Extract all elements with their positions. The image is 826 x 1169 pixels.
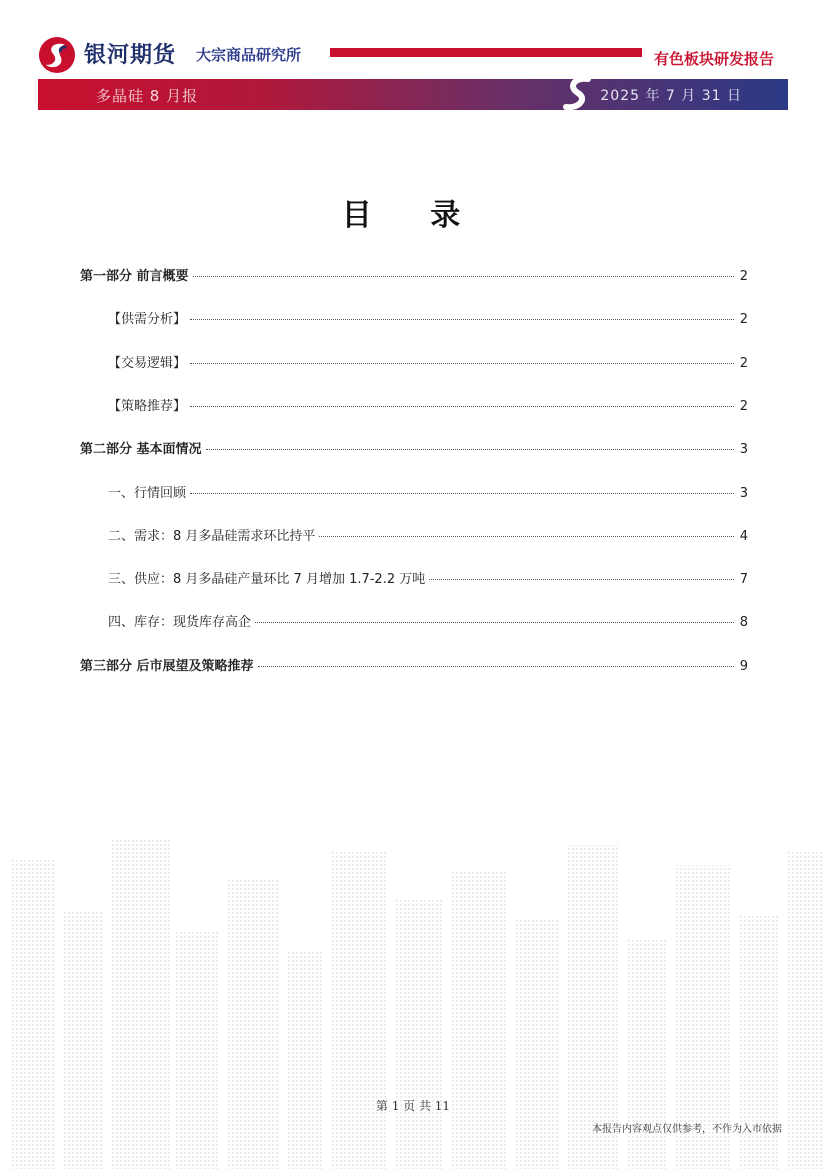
toc-dot-leader — [193, 276, 734, 277]
page-indicator: 第 1 页 共 11 — [375, 1099, 451, 1113]
toc-entry[interactable] — [80, 265, 748, 285]
report-name: 多晶硅 8 月报 — [96, 87, 199, 105]
toc-dot-leader — [255, 622, 734, 623]
toc-entry-label: 四、库存：现货库存高企 — [108, 615, 252, 631]
toc-entry-page: 2 — [739, 398, 748, 414]
toc-entry[interactable] — [80, 438, 748, 458]
toc-dot-leader — [429, 579, 734, 580]
toc-entry[interactable] — [80, 655, 748, 675]
toc-entry-page: 2 — [739, 355, 748, 371]
institute-name: 大宗商品研究所 — [196, 46, 302, 64]
toc-entry-page: 4 — [739, 528, 748, 544]
disclaimer: 本报告内容观点仅供参考，不作为入市依据 — [592, 1124, 782, 1135]
toc-entry-label: 三、供应：8 月多晶硅产量环比 7 月增加 1.7-2.2 万吨 — [108, 572, 426, 588]
toc-title: 目 录 — [341, 198, 485, 233]
toc-entry-label: 二、需求：8 月多晶硅需求环比持平 — [108, 528, 316, 544]
toc-entry-page: 2 — [739, 312, 748, 328]
report-banner — [38, 79, 788, 110]
report-date: 2025 年 7 月 31 日 — [600, 88, 742, 104]
toc-entry-page: 7 — [739, 572, 748, 588]
header-divider — [330, 48, 642, 57]
toc-entry-label: 一、行情回顾 — [108, 485, 187, 501]
toc-entry[interactable] — [108, 308, 748, 328]
toc-dot-leader — [258, 666, 734, 667]
galaxy-logo-icon — [38, 36, 76, 74]
toc-entry-label: 【交易逻辑】 — [108, 355, 187, 371]
toc-dot-leader — [319, 536, 734, 537]
toc-entry-label: 【供需分析】 — [108, 312, 187, 328]
city-skyline-watermark — [0, 820, 826, 1169]
toc-dot-leader — [190, 493, 734, 494]
toc-entry-label: 【策略推荐】 — [108, 398, 187, 414]
toc-entry-page: 3 — [739, 485, 748, 501]
toc-entry-page: 3 — [739, 442, 748, 458]
toc-entry-label: 第三部分 后市展望及策略推荐 — [80, 658, 254, 674]
s-wave-icon — [558, 73, 598, 113]
toc-entry-label: 第二部分 基本面情况 — [80, 442, 202, 458]
toc-entry-page: 8 — [739, 615, 748, 631]
toc-dot-leader — [190, 406, 734, 407]
toc-entry-label: 第一部分 前言概要 — [80, 269, 189, 284]
brand-name: 银河期货 — [84, 43, 177, 68]
toc-entry[interactable] — [108, 482, 748, 502]
report-header — [0, 0, 826, 115]
toc-entry[interactable] — [108, 611, 748, 631]
toc-entry-page: 2 — [739, 269, 748, 284]
sector-title: 有色板块研发报告 — [654, 50, 775, 68]
toc-dot-leader — [190, 363, 734, 364]
toc-entry[interactable] — [108, 352, 748, 372]
toc-entry[interactable] — [108, 568, 748, 588]
toc-dot-leader — [206, 449, 734, 450]
toc-entry[interactable] — [108, 525, 748, 545]
toc-entry-page: 9 — [739, 658, 748, 674]
toc-entry[interactable] — [108, 395, 748, 415]
toc-dot-leader — [190, 319, 734, 320]
